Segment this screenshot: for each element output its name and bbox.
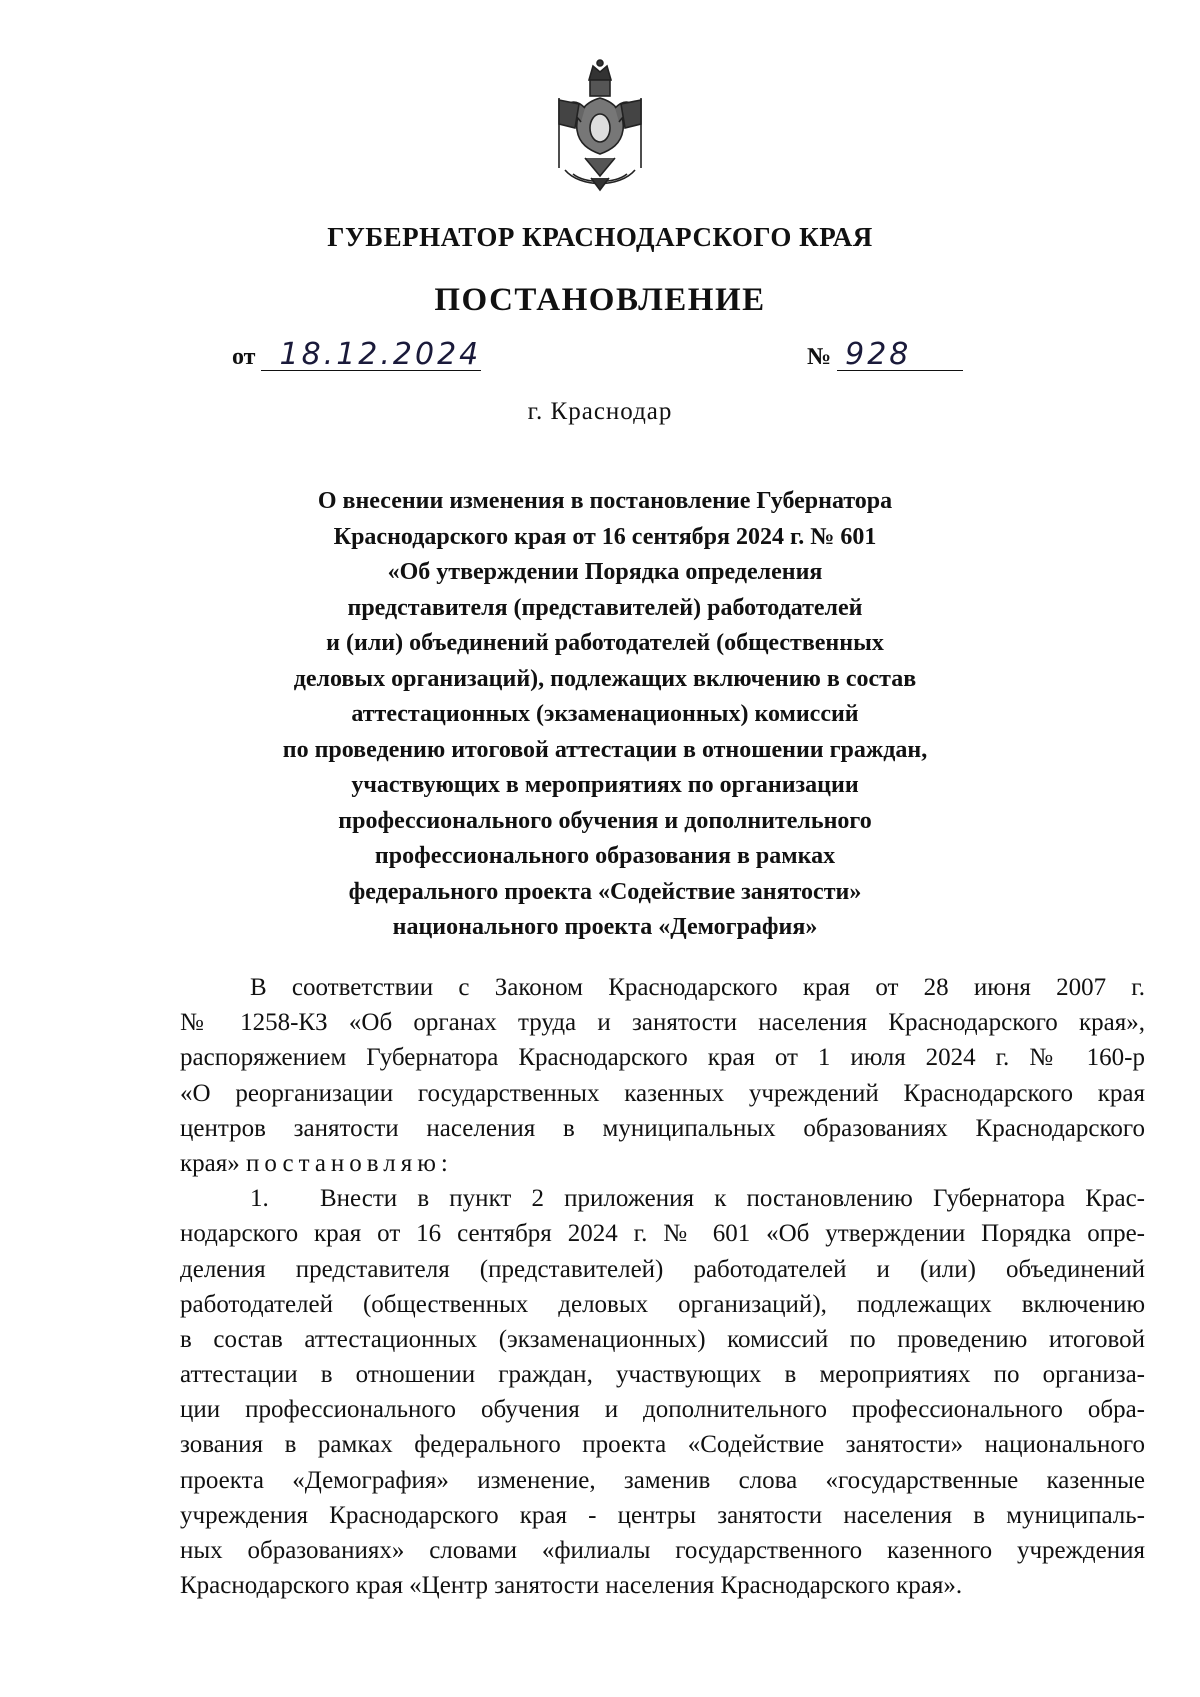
document-type: ПОСТАНОВЛЕНИЕ	[434, 282, 766, 318]
item-1-last-line: Краснодарского края «Центр занятости населения Краснодарского края».	[180, 1572, 963, 1600]
item-1-line: работодателей (общественных деловых организаций), подлежащих включению	[180, 1290, 1145, 1318]
title-line: профессионального образования в рамках	[374, 843, 836, 869]
title-line: О внесении изменения в постановление Губернатора	[317, 488, 893, 514]
item-1-line: зования в рамках федерального проекта «Содействие занятости» национального	[180, 1431, 1145, 1459]
date-label: от	[232, 344, 256, 370]
title-line: аттестационных (экзаменационных) комиссий	[351, 701, 859, 727]
date-value: 18.12.2024	[261, 340, 481, 371]
item-1-line: проекта «Демография» изменение, заменив слова «государственные казенные	[180, 1466, 1145, 1494]
preamble-line: В соответствии с Законом Краснодарского края от 28 июня 2007 г.	[250, 974, 1145, 1001]
title-line: участвующих в мероприятиях по организации	[351, 772, 859, 798]
number-field	[807, 337, 963, 372]
title-line: профессионального обучения и дополнительного	[338, 807, 872, 834]
date-field	[232, 337, 482, 372]
item-1-line: ции профессионального обучения и дополнительного профессионального обра-	[180, 1396, 1145, 1424]
title-line: по проведению итоговой аттестации в отношении граждан,	[282, 736, 928, 763]
item-1-first-text: Внести в пункт 2 приложения к постановлению Губернатора Крас-	[320, 1185, 1145, 1213]
title-line: национального проекта «Демография»	[392, 914, 818, 940]
document-body	[180, 970, 1145, 1603]
city: г. Краснодар	[527, 398, 673, 425]
item-1-number: 1.	[250, 1185, 269, 1213]
preamble-last-text: края»	[180, 1149, 240, 1177]
decree-word: постановляю:	[246, 1149, 453, 1177]
item-1-line: в состав аттестационных (экзаменационных) комиссий по проведению итоговой	[180, 1325, 1145, 1353]
coat-of-arms-icon	[545, 58, 655, 198]
title-line: федерального проекта «Содействие занятости»	[348, 878, 862, 905]
number-label: №	[807, 344, 832, 370]
item-1-line: ных образованиях» словами «филиалы государственного казенного учреждения	[180, 1537, 1145, 1564]
preamble-line: распоряжением Губернатора Краснодарского края от 1 июля 2024 г. № 160-р	[180, 1044, 1145, 1072]
item-1-line: учреждения Краснодарского края - центры занятости населения в муниципаль-	[180, 1501, 1145, 1529]
title-line: и (или) объединений работодателей (общественных	[326, 630, 884, 656]
preamble-last-line	[180, 1146, 1145, 1181]
item-1-first-line	[180, 1181, 1145, 1216]
number-value: 928	[837, 340, 963, 371]
item-1-line: деления представителя (представителей) работодателей и (или) объединений	[180, 1255, 1145, 1283]
title-line: деловых организаций), подлежащих включению в состав	[293, 665, 917, 692]
issuing-authority: ГУБЕРНАТОР КРАСНОДАРСКОГО КРАЯ	[327, 222, 873, 252]
title-line: «Об утверждении Порядка определения	[387, 559, 823, 585]
title-line: Краснодарского края от 16 сентября 2024 г. № 601	[333, 523, 877, 550]
preamble-line: «О реорганизации государственных казенных учреждений Краснодарского края	[180, 1079, 1145, 1107]
item-1-line: нодарского края от 16 сентября 2024 г. № 601 «Об утверждении Порядка опре-	[180, 1220, 1145, 1248]
preamble-line: № 1258-КЗ «Об органах труда и занятости населения Краснодарского края»,	[180, 1009, 1145, 1037]
item-1-line: аттестации в отношении граждан, участвующих в мероприятиях по организа-	[180, 1361, 1145, 1389]
title-line: представителя (представителей) работодателей	[347, 594, 863, 621]
document-title	[260, 484, 950, 946]
preamble-line: центров занятости населения в муниципальных образованиях Краснодарского	[180, 1114, 1145, 1142]
